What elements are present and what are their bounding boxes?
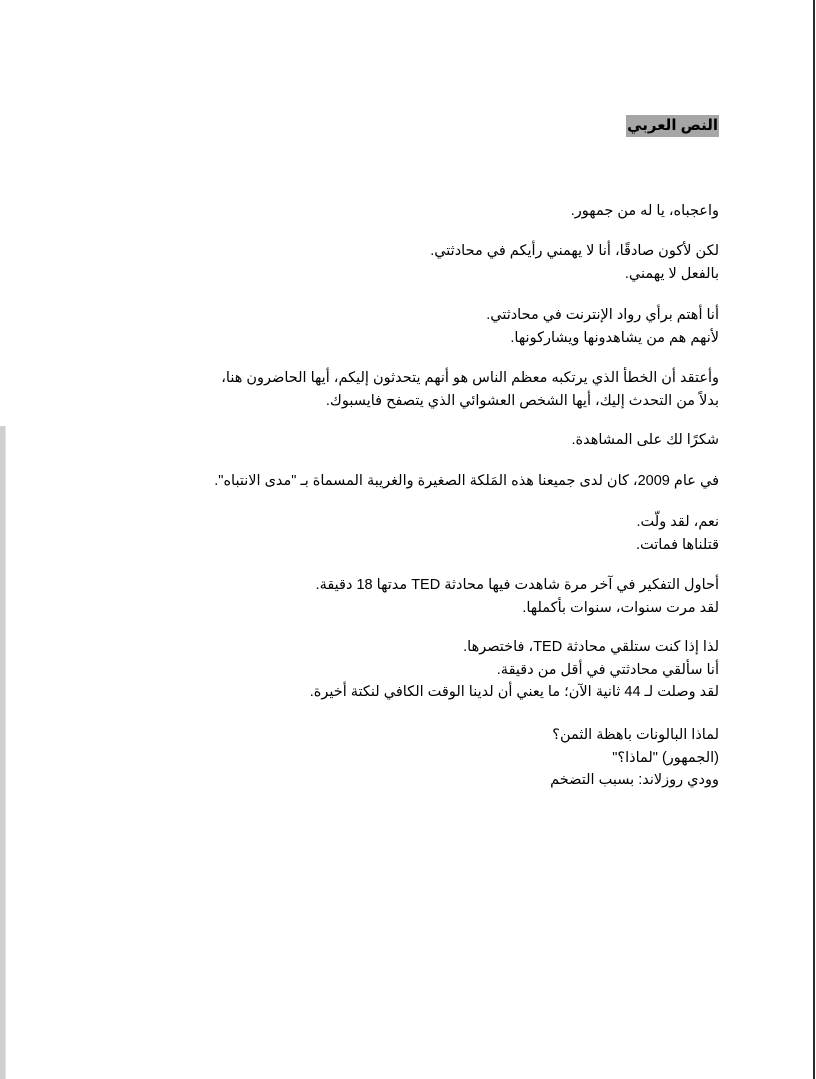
text-line: واعجباه، يا له من جمهور. — [570, 203, 719, 219]
text-line: أنا أهتم برأي رواد الإنترنت في محادثتي. — [486, 307, 719, 323]
paragraph-2 — [199, 240, 719, 285]
paragraph-7 — [199, 511, 719, 556]
text-line: شكرًا لك على المشاهدة. — [571, 432, 719, 448]
text-line: وأعتقد أن الخطأ الذي يرتكبه معظم الناس هو أنهم يتحدثون إليكم، أيها الحاضرون هنا، — [221, 370, 719, 386]
document-title: النص العربي — [626, 115, 719, 137]
right-window-edge — [813, 0, 815, 1079]
text-line: قتلناها فماتت. — [635, 536, 719, 553]
text-line: لأنهم هم من يشاهدونها ويشاركونها. — [510, 329, 719, 346]
text-line: لماذا البالونات باهظة الثمن؟ — [552, 727, 719, 743]
text-line: أنا سألقي محادثتي في أقل من دقيقة. — [496, 661, 719, 678]
paragraph-10 — [199, 724, 719, 792]
text-line: في عام 2009، كان لدى جميعنا هذه المَلكة الصغيرة والغريبة المسماة بـ "مدى الانتباه". — [214, 473, 719, 489]
text-line: بدلاً من التحدث إليك، أيها الشخص العشوائي الذي يتصفح فايسبوك. — [325, 392, 719, 409]
paragraph-4 — [199, 367, 719, 412]
paragraph-6 — [199, 470, 719, 493]
text-line: (الجمهور) "لماذا؟" — [612, 749, 719, 766]
text-line: لقد وصلت لـ 44 ثانية الآن؛ ما يعني أن لدينا الوقت الكافي لنكتة أخيرة. — [309, 684, 719, 700]
text-line: لكن لأكون صادقًا، أنا لا يهمني رأيكم في محادثتي. — [430, 243, 719, 259]
text-line: لذا إذا كنت ستلقي محادثة TED، فاختصرها. — [463, 639, 719, 655]
paragraph-8 — [199, 574, 719, 619]
text-line: نعم، لقد ولّت. — [636, 514, 719, 530]
text-line: وودي روزلاند: بسبب التضخم — [550, 772, 719, 788]
left-margin-strip — [0, 426, 6, 1079]
paragraph-3 — [199, 304, 719, 349]
text-line: أحاول التفكير في آخر مرة شاهدت فيها محادثة TED مدتها 18 دقيقة. — [315, 577, 719, 593]
paragraph-5 — [199, 429, 719, 452]
text-line: بالفعل لا يهمني. — [624, 265, 719, 282]
paragraph-1 — [199, 200, 719, 223]
paragraph-9 — [199, 636, 719, 704]
text-line: لقد مرت سنوات، سنوات بأكملها. — [522, 599, 719, 616]
